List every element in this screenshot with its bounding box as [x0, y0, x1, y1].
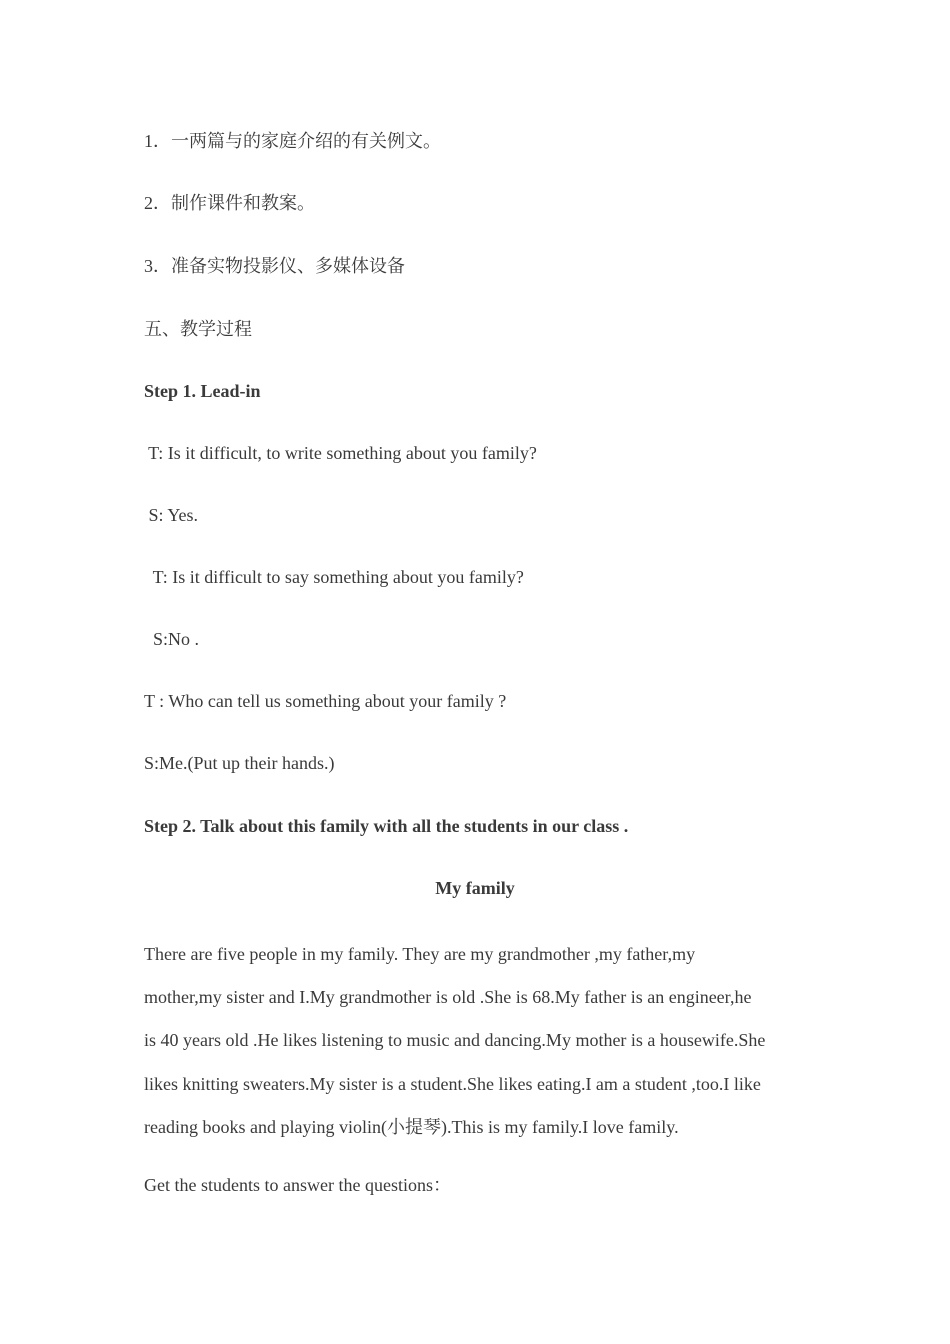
passage-line-4: likes knitting sweaters.My sister is a student.She likes eating.I am a student ,too.I like [144, 1073, 761, 1094]
dialogue-line-5: T : Who can tell us something about your family ? [144, 691, 507, 711]
passage-line-5: reading books and playing violin(小提琴).This is my family.I love family. [144, 1116, 679, 1137]
dialogue-line-1: T: Is it difficult, to write something about you family? [144, 443, 537, 463]
dialogue-line-2: S: Yes. [144, 505, 199, 525]
dialogue-line-4: S:No . [144, 629, 200, 649]
step2-heading: Step 2. Talk about this family with all the students in our class . [144, 816, 629, 836]
passage-title: My family [435, 878, 515, 898]
step1-heading: Step 1. Lead-in [144, 381, 261, 401]
passage-line-3: is 40 years old .He likes listening to music and dancing.My mother is a housewife.She [144, 1030, 766, 1051]
closing-line: Get the students to answer the questions： [144, 1175, 451, 1195]
dialogue-line-3: T: Is it difficult to say something about you family? [144, 567, 524, 587]
list-item-2: 2．制作课件和教案。 [144, 193, 315, 213]
list-item-3: 3．准备实物投影仪、多媒体设备 [144, 256, 405, 276]
dialogue-line-6: S:Me.(Put up their hands.) [144, 753, 335, 773]
section-heading: 五、教学过程 [144, 319, 252, 339]
passage-line-2: mother,my sister and I.My grandmother is old .She is 68.My father is an engineer,he [144, 987, 752, 1008]
passage-line-1: There are five people in my family. They are my grandmother ,my father,my [144, 944, 696, 964]
passage-paragraph [144, 933, 812, 1149]
list-item-1: 1．一两篇与的家庭介绍的有关例文。 [144, 131, 441, 151]
